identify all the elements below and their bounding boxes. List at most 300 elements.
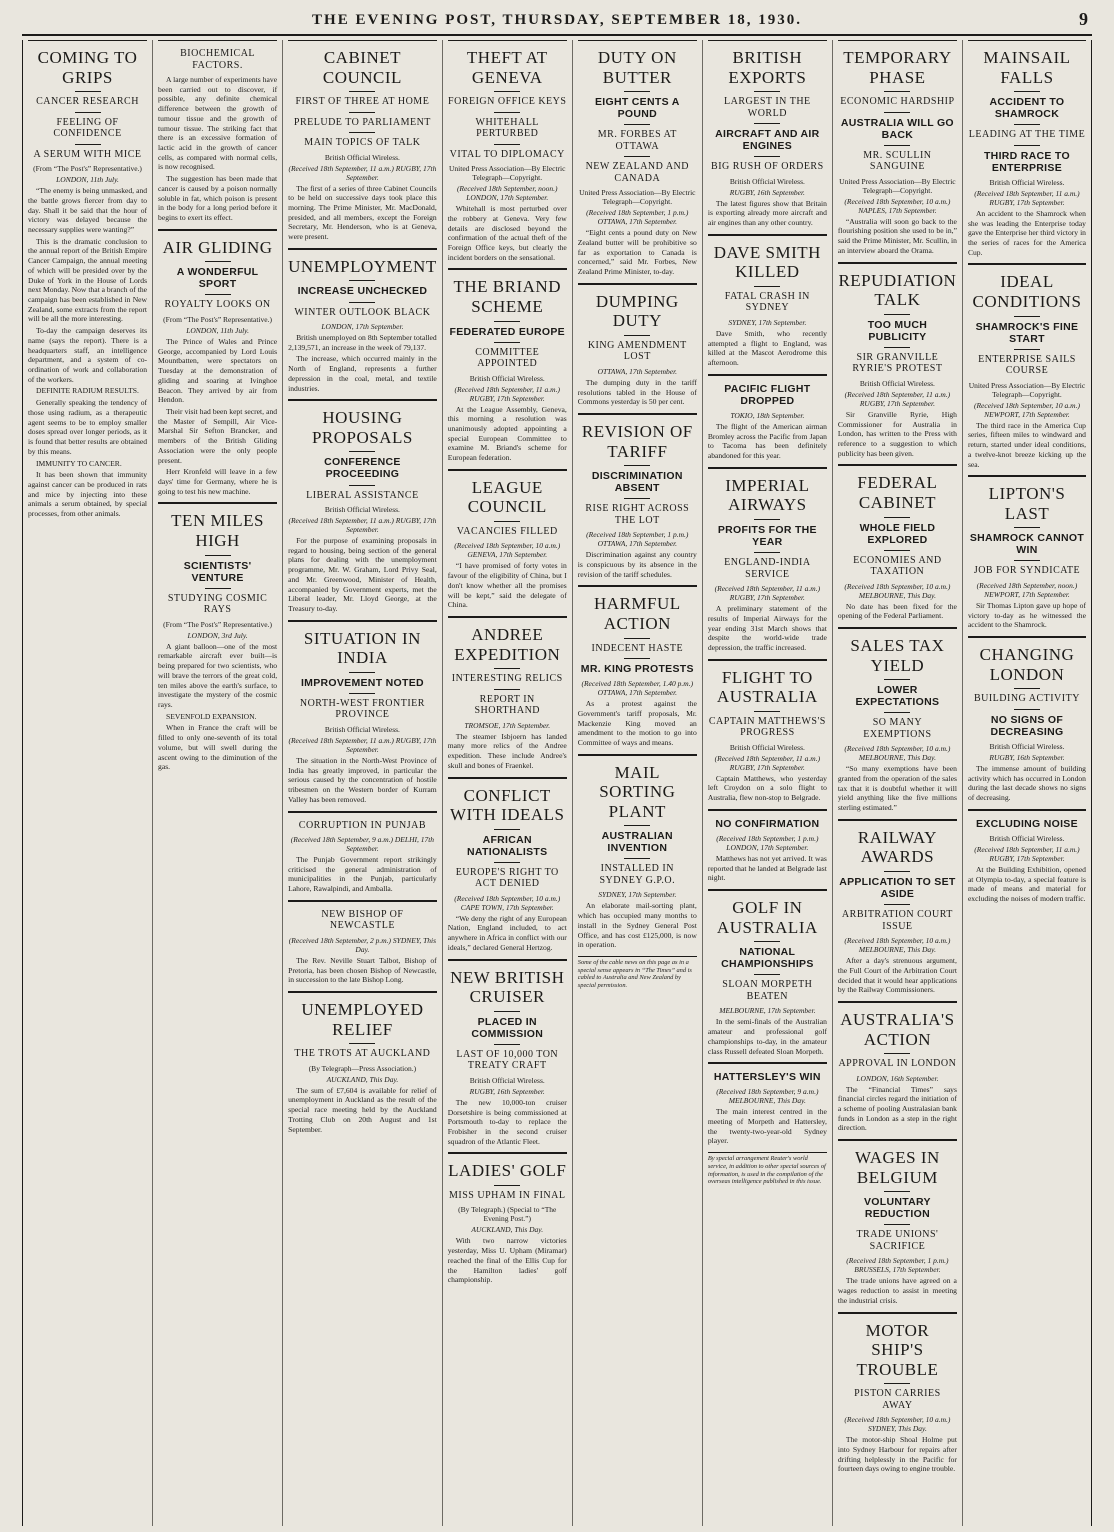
article bbox=[448, 959, 567, 1147]
headline: WAGES IN BELGIUM bbox=[855, 1148, 940, 1187]
column-3 bbox=[282, 40, 442, 1526]
dateline: (Received 18th September, 10 a.m.) NEWPORT, 17th September. bbox=[973, 400, 1080, 419]
article bbox=[288, 399, 437, 613]
headline: SALES TAX YIELD bbox=[850, 636, 945, 675]
article-paragraph: The trade unions have agreed on a wages reduction to assist in meeting the industrial crisis. bbox=[837, 1276, 957, 1305]
subheadline: SLOAN MORPETH BEATEN bbox=[722, 979, 813, 1002]
article bbox=[838, 1312, 957, 1475]
column-7 bbox=[832, 40, 962, 1526]
subheadline: LOWER EXPECTATIONS bbox=[855, 684, 940, 709]
head-divider bbox=[884, 904, 910, 905]
article bbox=[158, 229, 277, 497]
article-paragraph: With two narrow victories yesterday, Miss U. Upham (Miramar) reached the final of the Ellis Cup for the Hamilton ladies' golf championship. bbox=[447, 1236, 567, 1285]
head-divider bbox=[884, 1191, 910, 1192]
dateline: (Received 18th September, 10 a.m.) MELBOURNE, This Day. bbox=[844, 581, 951, 600]
dateline: LONDON, 11th July. bbox=[186, 325, 249, 335]
head-divider bbox=[624, 498, 650, 499]
article-paragraph: After a day's strenuous argument, the Full Court of the Arbitration Court decided that it would hear applications by the Railway Commissioners. bbox=[837, 956, 957, 995]
wire-credit: United Press Association—By Electric Telegraph—Copyright. bbox=[449, 164, 566, 183]
article bbox=[708, 467, 827, 653]
head-divider bbox=[1014, 688, 1040, 689]
head-divider bbox=[1014, 145, 1040, 146]
headline: DUMPING DUTY bbox=[595, 291, 679, 331]
head-divider bbox=[884, 145, 910, 146]
wire-credit: British Official Wireless. bbox=[859, 378, 935, 388]
subheadline: ECONOMIES AND TAXATION bbox=[853, 554, 942, 578]
head-divider bbox=[754, 286, 780, 287]
subheadline: REPORT IN SHORTHAND bbox=[474, 693, 541, 717]
subheadline: INTERESTING RELICS bbox=[451, 673, 563, 685]
head-divider bbox=[754, 519, 780, 520]
head-divider bbox=[494, 689, 520, 690]
dateline: AUCKLAND, This Day. bbox=[471, 1225, 544, 1235]
article bbox=[838, 627, 957, 813]
headline: CABINET COUNCIL bbox=[322, 48, 402, 87]
article-paragraph: The third race in the America Cup series, fifteen miles to windward and return, started under ideal conditions, a twelve-knot breeze kicking up the sea. bbox=[967, 420, 1086, 469]
head-divider bbox=[884, 550, 910, 551]
subheadline: INSTALLED IN SYDNEY G.P.O. bbox=[599, 863, 676, 886]
head-divider bbox=[494, 91, 520, 92]
article-paragraph: For the purpose of examining proposals in regard to housing, being section of the general plans for dealing with the unemployment programme, Mr. W. Graham, Lord Privy Seal, and Mr. Greenwood, Minister of Health, accompanied by Government experts, met the Liberal leader, Mr. Lloyd George, at the Treasury to-day. bbox=[288, 536, 437, 614]
subheadline: APPLICATION TO SET ASIDE bbox=[839, 875, 956, 901]
subheadline: NORTH-WEST FRONTIER PROVINCE bbox=[299, 697, 425, 721]
dateline: (Received 18th September, 11 a.m.) RUGBY, 17th September. bbox=[454, 384, 560, 403]
dateline: RUGBY, 16th September. bbox=[469, 1086, 545, 1096]
article bbox=[578, 413, 697, 579]
article-paragraph: SEVENFOLD EXPANSION. bbox=[166, 711, 257, 721]
head-divider bbox=[884, 91, 910, 92]
head-divider bbox=[754, 974, 780, 975]
columns bbox=[22, 40, 1092, 1526]
article bbox=[288, 40, 437, 242]
headline: UNEMPLOYMENT bbox=[288, 256, 437, 276]
dateline: MELBOURNE, 17th September. bbox=[719, 1006, 816, 1016]
wire-credit: British Official Wireless. bbox=[989, 833, 1065, 843]
head-divider bbox=[349, 112, 375, 113]
head-divider bbox=[624, 465, 650, 466]
page-number: 9 bbox=[1079, 9, 1088, 29]
article bbox=[708, 374, 827, 461]
headline: DAVE SMITH KILLED bbox=[713, 242, 821, 282]
head-divider bbox=[494, 144, 520, 145]
headline: MAINSAIL FALLS bbox=[983, 48, 1071, 87]
headline: FLIGHT TO AUSTRALIA bbox=[716, 667, 818, 707]
head-divider bbox=[205, 261, 231, 262]
dateline: RUGBY, 16th September. bbox=[989, 752, 1065, 762]
article-paragraph: Discrimination against any country is conspicuous by its absence in the revision of the tariff schedules. bbox=[577, 550, 697, 579]
headline: LIPTON'S LAST bbox=[988, 484, 1066, 523]
head-divider bbox=[349, 451, 375, 452]
dateline: RUGBY, 16th September. bbox=[729, 187, 805, 197]
wire-credit: (By Telegraph.) (Special to “The Evening Post.”) bbox=[458, 1205, 557, 1224]
article bbox=[158, 502, 277, 772]
head-divider bbox=[754, 552, 780, 553]
article bbox=[448, 777, 567, 953]
dateline: (Received 18th September, 1 p.m.) BRUSSELS, 17th September. bbox=[846, 1256, 949, 1275]
headline: CORRUPTION IN PUNJAB bbox=[298, 819, 427, 831]
head-divider bbox=[1014, 349, 1040, 350]
article-paragraph: British unemployed on 8th September totalled 2,139,571, an increase in the week of 79,137. bbox=[288, 333, 437, 352]
article-paragraph: The dumping duty in the tariff resolutions tabled in the House of Commons yesterday is 50 per cent. bbox=[577, 377, 697, 407]
article bbox=[708, 659, 827, 803]
column-6 bbox=[702, 40, 832, 1526]
article-paragraph: A preliminary statement of the results of Imperial Airways for the year ending 31st March shows that despite the world-wide trade depression, the traffic increased. bbox=[707, 604, 827, 652]
article-paragraph: The latest figures show that Britain is exporting already more aircraft and air engines than any other country. bbox=[707, 198, 827, 228]
head-divider bbox=[349, 132, 375, 133]
article bbox=[448, 469, 567, 610]
subheadline: VACANCIES FILLED bbox=[456, 525, 558, 537]
head-divider bbox=[624, 335, 650, 336]
article-paragraph: The Prince of Wales and Prince George, accompanied by Lord Louis Mountbatten, were spectators on Tuesday at the demonstration of gliding and soaring at Ivinghoe Beacon. They arrived by air from Hendon. bbox=[158, 336, 278, 405]
article-paragraph: When in France the craft will be filled to only one-seventh of its total volume, but will swell during the ascent owing to the diminution of the gas. bbox=[158, 723, 278, 772]
article-paragraph: The suggestion has been made that cancer is caused by a poison normally soluble in fat, which poison is present in the body for a long period before it begins to exert its effect. bbox=[158, 174, 278, 223]
head-divider bbox=[494, 1011, 520, 1012]
article bbox=[968, 40, 1086, 257]
article bbox=[708, 234, 827, 368]
article-paragraph: An accident to the Shamrock when she was leading the Enterprise today gave the Enterprise her third victory in the series of races for the America Cup. bbox=[967, 208, 1086, 257]
article-paragraph: Matthews has not yet arrived. It was reported that he landed at Belgrade last night. bbox=[707, 853, 827, 883]
masthead-title: THE EVENING POST, THURSDAY, SEPTEMBER 18, 1930. bbox=[312, 12, 802, 28]
article-paragraph: DEFINITE RADIUM RESULTS. bbox=[36, 386, 139, 396]
head-divider bbox=[884, 679, 910, 680]
subheadline: AFRICAN NATIONALISTS bbox=[467, 833, 548, 858]
masthead bbox=[22, 6, 1092, 36]
article-paragraph: At the Building Exhibition, opened at Olympia to-day, a special feature is made of means and material for excluding the noises of modern traffic. bbox=[967, 864, 1086, 903]
article bbox=[288, 991, 437, 1134]
article-paragraph: “So many exemptions have been granted from the operation of the sales tax that it is doubtful whether it will yield anything like the five millions sterling estimated.” bbox=[837, 764, 957, 813]
headline: ANDREE EXPEDITION bbox=[454, 625, 561, 664]
head-divider bbox=[754, 156, 780, 157]
head-divider bbox=[1014, 560, 1040, 561]
subheadline: INCREASE UNCHECKED bbox=[297, 285, 428, 298]
dateline: (Received 18th September, 11 a.m.) RUGBY, 17th September. bbox=[974, 188, 1080, 207]
dateline: (Received 18th September, 11 a.m.) RUGBY, 17th September. bbox=[288, 163, 437, 182]
wire-credit: British Official Wireless. bbox=[469, 373, 545, 383]
article-paragraph: Dave Smith, who recently attempted a flight to England, was killed at the Mascot Aerodrome this afternoon. bbox=[707, 328, 827, 368]
subheadline: CANCER RESEARCH bbox=[36, 96, 139, 108]
subheadline: APPROVAL IN LONDON bbox=[838, 1058, 957, 1070]
subheadline: THE TROTS AT AUCKLAND bbox=[294, 1048, 431, 1060]
headline: MAIL SORTING PLANT bbox=[599, 762, 676, 821]
subheadline: FEDERATED EUROPE bbox=[449, 325, 565, 338]
column-5 bbox=[572, 40, 702, 1526]
article-paragraph: The situation in the North-West Province of India has greatly improved, in particular the serious caused by the concentration of hostile tribesmen on the Western border of Kurram Valley has been removed. bbox=[288, 755, 437, 804]
subheadline: PROFITS FOR THE YEAR bbox=[717, 523, 817, 548]
head-divider bbox=[624, 858, 650, 859]
subheadline: ARBITRATION COURT ISSUE bbox=[841, 909, 953, 932]
article-paragraph: A giant balloon—one of the most remarkable aircraft ever built—is being prepared for two scientists, who will brave the terrors of the great cold, ten miles above the earth's surface, to investigate the mystery of the cosmic rays. bbox=[158, 641, 278, 709]
subheadline: AUSTRALIAN INVENTION bbox=[601, 830, 673, 855]
dateline: SYDNEY, 17th September. bbox=[598, 890, 677, 900]
subheadline: WINTER OUTLOOK BLACK bbox=[294, 306, 431, 318]
article-paragraph: The immense amount of building activity which has occurred in London during the last decade shows no signs of decreasing. bbox=[967, 763, 1086, 802]
dateline: (Received 18th September, 10 a.m.) SYDNEY, This Day. bbox=[844, 1415, 951, 1434]
subheadline: CONFERENCE PROCEEDING bbox=[324, 456, 401, 481]
subheadline: STUDYING COSMIC RAYS bbox=[167, 592, 268, 616]
headline: NEW BISHOP OF NEWCASTLE bbox=[321, 908, 404, 932]
head-divider bbox=[884, 1224, 910, 1225]
wire-credit: British Official Wireless. bbox=[989, 741, 1065, 751]
subheadline: RISE RIGHT ACROSS THE LOT bbox=[585, 503, 690, 526]
article-paragraph: The Rev. Neville Stuart Talbot, Bishop of Pretoria, has been chosen Bishop of Newcastle, in succession to the late Bishop Long. bbox=[288, 955, 437, 985]
wire-credit: British Official Wireless. bbox=[729, 176, 805, 186]
headline: SITUATION IN INDIA bbox=[303, 628, 421, 668]
headline: UNEMPLOYED RELIEF bbox=[301, 1000, 424, 1039]
head-divider bbox=[494, 1044, 520, 1045]
subheadline: FIRST OF THREE AT HOME bbox=[295, 96, 430, 108]
wire-credit: United Press Association—By Electric Telegraph—Copyright. bbox=[579, 188, 696, 207]
subheadline: EIGHT CENTS A POUND bbox=[594, 96, 680, 121]
column-footnote: Some of the cable news on this page as in a special sense appears in “The Times” and is cabled to Australia and New Zealand by special permission. bbox=[578, 956, 697, 990]
head-divider bbox=[205, 555, 231, 556]
article bbox=[578, 283, 697, 407]
article-paragraph: No date has been fixed for the opening of the Federal Parliament. bbox=[837, 601, 957, 621]
dateline: TROMSOE, 17th September. bbox=[464, 720, 551, 730]
article-paragraph: To-day the campaign deserves its name (says the report). There is a headquarters staff, an intelligence department, and a system of co-ordination of work and collaboration of the workers. bbox=[28, 326, 148, 384]
wire-credit: (From “The Post's” Representative.) bbox=[163, 619, 272, 629]
article-paragraph: “I have promised of forty votes in favour of the eligibility of China, but I don't know whether all the promises will be kept,” said the delegate of China. bbox=[447, 561, 567, 610]
wire-credit: British Official Wireless. bbox=[729, 742, 805, 752]
dateline: SYDNEY, 17th September. bbox=[728, 317, 807, 327]
headline: NO CONFIRMATION bbox=[715, 817, 820, 830]
subheadline: DISCRIMINATION ABSENT bbox=[591, 470, 683, 495]
subheadline: ECONOMIC HARDSHIP bbox=[840, 96, 955, 108]
head-divider bbox=[349, 91, 375, 92]
article bbox=[288, 811, 437, 894]
headline: EXCLUDING NOISE bbox=[975, 817, 1078, 830]
head-divider bbox=[75, 144, 101, 145]
subheadline: ACCIDENT TO SHAMROCK bbox=[989, 96, 1065, 121]
subheadline: NO SIGNS OF DECREASING bbox=[990, 713, 1064, 738]
head-divider bbox=[884, 314, 910, 315]
wire-credit: British Official Wireless. bbox=[989, 177, 1065, 187]
wire-credit: United Press Association—By Electric Telegraph—Copyright. bbox=[968, 380, 1086, 399]
article-paragraph: In the semi-finals of the Australian amateur and professional golf championships to-day, in the amateur class Russell defeated Sloan Morpeth. bbox=[707, 1017, 827, 1056]
article-paragraph: The Punjab Government report strikingly criticised the general administration of municipalities in the Punjab, particularly Lahore, Rawalpindi, and Amballa. bbox=[288, 855, 437, 894]
dateline: (Received 18th September, 9 a.m.) DELHI, 17th September. bbox=[290, 835, 435, 854]
head-divider bbox=[494, 862, 520, 863]
headline: IMPERIAL AIRWAYS bbox=[725, 475, 810, 515]
headline: HARMFUL ACTION bbox=[593, 594, 681, 633]
dateline: (Received 18th September, 2 p.m.) SYDNEY, This Day. bbox=[288, 935, 437, 954]
dateline: (Received 18th September, noon.) LONDON, 17th September. bbox=[456, 184, 558, 203]
article-paragraph: The flight of the American airman Bromley across the Pacific from Japan to Tacoma has been definitely abandoned for this year. bbox=[707, 421, 827, 461]
headline: NEW BRITISH CRUISER bbox=[450, 967, 565, 1007]
subheadline: MAIN TOPICS OF TALK bbox=[304, 137, 421, 149]
subheadline: PLACED IN COMMISSION bbox=[471, 1015, 544, 1040]
head-divider bbox=[494, 1185, 520, 1186]
head-divider bbox=[884, 1053, 910, 1054]
headline: MOTOR SHIP'S TROUBLE bbox=[856, 1320, 939, 1379]
article-paragraph: An elaborate mail-sorting plant, which has occupied many months to install in the Sydney General Post Office, and has cost £125,000, is now in operation. bbox=[577, 901, 697, 950]
subheadline: BIG RUSH OF ORDERS bbox=[711, 161, 824, 173]
article-paragraph: The motor-ship Shoal Holme put into Sydney Harbour for repairs after drifting helplessly in the Pacific for fourteen days owing to engine trouble. bbox=[837, 1435, 957, 1474]
headline: PACIFIC FLIGHT DROPPED bbox=[724, 382, 811, 407]
headline: FEDERAL CABINET bbox=[857, 473, 938, 512]
article-paragraph: Whitehall is most perturbed over the robbery at Geneva. Very few details are disclosed beyond the confirmation of the actual theft of the Foreign Office keys, but clearly the incident borders on the sensational. bbox=[447, 204, 567, 262]
article-paragraph: Their visit had been kept secret, and the Master of Sempill, Air Vice-Marshal Sir Sefton Brancker, and members of the British Gliding Association were the only people present. bbox=[158, 406, 278, 465]
subheadline: VITAL TO DIPLOMACY bbox=[449, 148, 565, 160]
head-divider bbox=[75, 112, 101, 113]
article bbox=[838, 1001, 957, 1133]
subheadline: AUSTRALIA WILL GO BACK bbox=[840, 116, 954, 141]
head-divider bbox=[75, 91, 101, 92]
article bbox=[708, 889, 827, 1056]
subheadline: A WONDERFUL SPORT bbox=[176, 266, 259, 291]
headline: HOUSING PROPOSALS bbox=[311, 408, 413, 447]
wire-credit: United Press Association—By Electric Telegraph—Copyright. bbox=[839, 176, 956, 195]
subheadline: SO MANY EXEMPTIONS bbox=[863, 717, 932, 740]
dateline: LONDON, 11th July. bbox=[56, 175, 119, 185]
headline: BIOCHEMICAL FACTORS. bbox=[180, 48, 256, 71]
article bbox=[28, 40, 147, 519]
headline: HATTERSLEY'S WIN bbox=[713, 1071, 821, 1084]
article bbox=[578, 40, 697, 277]
subheadline: IMPROVEMENT NOTED bbox=[300, 676, 424, 689]
subheadline: MR. KING PROTESTS bbox=[580, 663, 694, 676]
head-divider bbox=[494, 521, 520, 522]
article bbox=[838, 819, 957, 995]
wire-credit: British Official Wireless. bbox=[324, 724, 400, 734]
head-divider bbox=[1014, 709, 1040, 710]
head-divider bbox=[884, 517, 910, 518]
article bbox=[578, 585, 697, 747]
article-paragraph: The steamer Isbjoern has landed many more relics of the Andree expedition. These include Andree's skull and bones of Fraenkel. bbox=[447, 731, 567, 770]
subheadline: ENGLAND-INDIA SERVICE bbox=[724, 557, 811, 580]
article-paragraph: The new 10,000-ton cruiser Dorsetshire is being commissioned at Portsmouth to-day to replace the Frobisher in the second cruiser squadron of the Atlantic Fleet. bbox=[447, 1097, 567, 1146]
article bbox=[448, 268, 567, 462]
article bbox=[288, 620, 437, 805]
article-paragraph: At the League Assembly, Geneva, this morning a resolution was unanimously adopted appointing a special European Committee to examine M. Briand's scheme for European federation. bbox=[447, 404, 567, 463]
article bbox=[448, 1152, 567, 1285]
subheadline: ENTERPRISE SAILS COURSE bbox=[978, 353, 1076, 377]
dateline: OTTAWA, 17th September. bbox=[597, 366, 678, 376]
headline: TEMPORARY PHASE bbox=[843, 48, 952, 87]
subheadline: MISS UPHAM IN FINAL bbox=[449, 1189, 566, 1201]
article-paragraph: Sir Thomas Lipton gave up hope of victory to-day as he witnessed the accident to the Shamrock. bbox=[967, 600, 1086, 630]
head-divider bbox=[884, 347, 910, 348]
subheadline: LAST OF 10,000 TON TREATY CRAFT bbox=[456, 1048, 559, 1072]
subheadline: SHAMROCK'S FINE START bbox=[975, 320, 1079, 345]
head-divider bbox=[1014, 124, 1040, 125]
subheadline: LARGEST IN THE WORLD bbox=[724, 96, 811, 119]
subheadline: COMMITTEE APPOINTED bbox=[475, 346, 540, 370]
article-paragraph: The sum of £7,604 is available for relief of unemployment in Auckland as the result of the special race meeting held by the Auckland Trotting Club on 20th August and 1st September. bbox=[288, 1085, 437, 1134]
subheadline: INDECENT HASTE bbox=[591, 642, 684, 654]
subheadline: SCIENTISTS' VENTURE bbox=[183, 559, 252, 584]
headline: LADIES' GOLF bbox=[448, 1161, 567, 1181]
head-divider bbox=[624, 825, 650, 826]
wire-credit: (From “The Post's” Representative.) bbox=[163, 314, 272, 324]
dateline: LONDON, 17th September. bbox=[321, 322, 404, 332]
head-divider bbox=[624, 91, 650, 92]
article bbox=[708, 40, 827, 228]
subheadline: ROYALTY LOOKS ON bbox=[164, 299, 271, 311]
headline: REPUDIATION TALK bbox=[838, 270, 957, 310]
subheadline: FATAL CRASH IN SYDNEY bbox=[724, 290, 810, 314]
article-paragraph: The first of a series of three Cabinet Councils to be held on successive days took place this morning. The Prime Minister, Mr. MacDonald, presided, and all members, except the Foreign Secretary, Mr. Henderson, who is at Geneva, were present. bbox=[288, 183, 437, 242]
head-divider bbox=[349, 485, 375, 486]
article-paragraph: This is the dramatic conclusion to the annual report of the British Empire Cancer Campaign, the annual meeting of which will be presided over by the Duke of York in the House of Lords next Monday. Now that a branch of the campaign has been established in New Zealand, some extracts from the report will be all the more interesting. bbox=[28, 236, 148, 324]
headline: COMING TO GRIPS bbox=[37, 48, 138, 87]
wire-credit: British Official Wireless. bbox=[324, 505, 400, 515]
head-divider bbox=[205, 294, 231, 295]
article bbox=[968, 475, 1086, 630]
article bbox=[838, 262, 957, 459]
column-footnote: By special arrangement Reuter's world service, in addition to other special sources of information, is used in the compilation of the overseas intelligence published in this issue. bbox=[708, 1152, 827, 1186]
article-paragraph: The “Financial Times” says financial circles regard the initiation of a scheme of pooling Australasian bank funds in London as a step in the right direction. bbox=[837, 1084, 957, 1133]
article bbox=[708, 809, 827, 883]
headline: LEAGUE COUNCIL bbox=[467, 477, 547, 517]
headline: REVISION OF TARIFF bbox=[581, 422, 693, 461]
subheadline: KING AMENDMENT LOST bbox=[587, 339, 687, 363]
subheadline: SHAMROCK CANNOT WIN bbox=[969, 532, 1085, 557]
head-divider bbox=[494, 112, 520, 113]
wire-credit: (From “The Post's” Representative.) bbox=[33, 164, 142, 174]
dateline: (Received 18th September, 11 a.m.) RUGBY, 17th September. bbox=[844, 389, 951, 408]
dateline: TOKIO, 18th September. bbox=[730, 410, 805, 420]
dateline: (Received 18th September, 1.40 p.m.) OTTAWA, 17th September. bbox=[581, 679, 694, 698]
dateline: (Received 18th September, 11 a.m.) RUGBY, 17th September. bbox=[714, 753, 821, 772]
article-paragraph: A large number of experiments have been carried out to discover, if possible, any definite chemical difference between the growth of tumour tissue and the growth of tumour tissue. The striking fact that there is an excessive formation of lactic acid in the growth of cancer cells, as compared with normal cells, is now recognised. bbox=[158, 75, 278, 172]
dateline: (Received 18th September, 1 p.m.) OTTAWA, 17th September. bbox=[586, 530, 689, 549]
article bbox=[838, 1139, 957, 1305]
head-divider bbox=[1014, 91, 1040, 92]
head-divider bbox=[205, 588, 231, 589]
article-paragraph: As a protest against the Government's tariff proposals, Mr. Mackenzie King moved an amendment to the motion to go into Committee of ways and means. bbox=[577, 699, 697, 747]
headline: GOLF IN AUSTRALIA bbox=[716, 898, 818, 937]
subheadline: LIBERAL ASSISTANCE bbox=[306, 489, 419, 501]
subheadline: THIRD RACE TO ENTERPRISE bbox=[983, 149, 1070, 174]
column-4 bbox=[442, 40, 572, 1526]
subheadline: CAPTAIN MATTHEWS'S PROGRESS bbox=[708, 715, 826, 739]
headline: RAILWAY AWARDS bbox=[857, 827, 937, 867]
subheadline: WHITEHALL PERTURBED bbox=[475, 116, 539, 140]
head-divider bbox=[349, 672, 375, 673]
head-divider bbox=[349, 302, 375, 303]
dateline: (Received 18th September, 9 a.m.) MELBOURNE, This Day. bbox=[716, 1087, 819, 1106]
subheadline: AIRCRAFT AND AIR ENGINES bbox=[715, 128, 820, 153]
article-paragraph: Captain Matthews, who yesterday left Croydon on a solo flight to Australia, flew non-stop to Belgrade. bbox=[707, 773, 827, 803]
head-divider bbox=[884, 871, 910, 872]
article-paragraph: Sir Granville Ryrie, High Commissioner for Australia in London, has written to the Press with reference to a suggestion to which publicity has been given. bbox=[837, 409, 957, 458]
article bbox=[578, 754, 697, 950]
dateline: (Received 18th September, 1 p.m.) OTTAWA, 17th September. bbox=[586, 208, 689, 227]
column-8 bbox=[962, 40, 1092, 1526]
article bbox=[838, 464, 957, 621]
head-divider bbox=[624, 658, 650, 659]
article-paragraph: It has been shown that immunity against cancer can be produced in rats and mice by injecting into these animals a serum obtained, by special processes, from other animals. bbox=[28, 470, 148, 519]
subheadline: MR. SCULLIN SANGUINE bbox=[863, 149, 932, 173]
dateline: (Received 18th September, 10 a.m.) CAPE TOWN, 17th September. bbox=[454, 893, 561, 912]
subheadline: EUROPE'S RIGHT TO ACT DENIED bbox=[455, 866, 559, 890]
headline: IDEAL CONDITIONS bbox=[972, 272, 1082, 311]
article-paragraph: Generally speaking the tendency of those using radium, as a therapeutic agent seems to be to employ smaller doses spread over longer periods, as it is found that better results are obtained by this means. bbox=[28, 398, 148, 456]
article-paragraph: “Australia will soon go back to the flourishing position she used to be in,” said the Prime Minister, Mr. Scullin, in an interview aboard the Orama. bbox=[837, 216, 957, 255]
headline: THE BRIAND SCHEME bbox=[453, 277, 561, 316]
head-divider bbox=[349, 693, 375, 694]
head-divider bbox=[754, 123, 780, 124]
dateline: (Received 18th September, 1 p.m.) LONDON, 17th September. bbox=[716, 833, 819, 852]
article-paragraph: IMMUNITY TO CANCER. bbox=[36, 458, 122, 468]
article bbox=[838, 40, 957, 256]
article bbox=[448, 40, 567, 262]
headline: BRITISH EXPORTS bbox=[728, 48, 807, 87]
subheadline: WHOLE FIELD EXPLORED bbox=[859, 521, 936, 546]
headline: AIR GLIDING bbox=[162, 237, 273, 257]
dateline: LONDON, 3rd July. bbox=[187, 630, 248, 640]
column-1 bbox=[22, 40, 152, 1526]
